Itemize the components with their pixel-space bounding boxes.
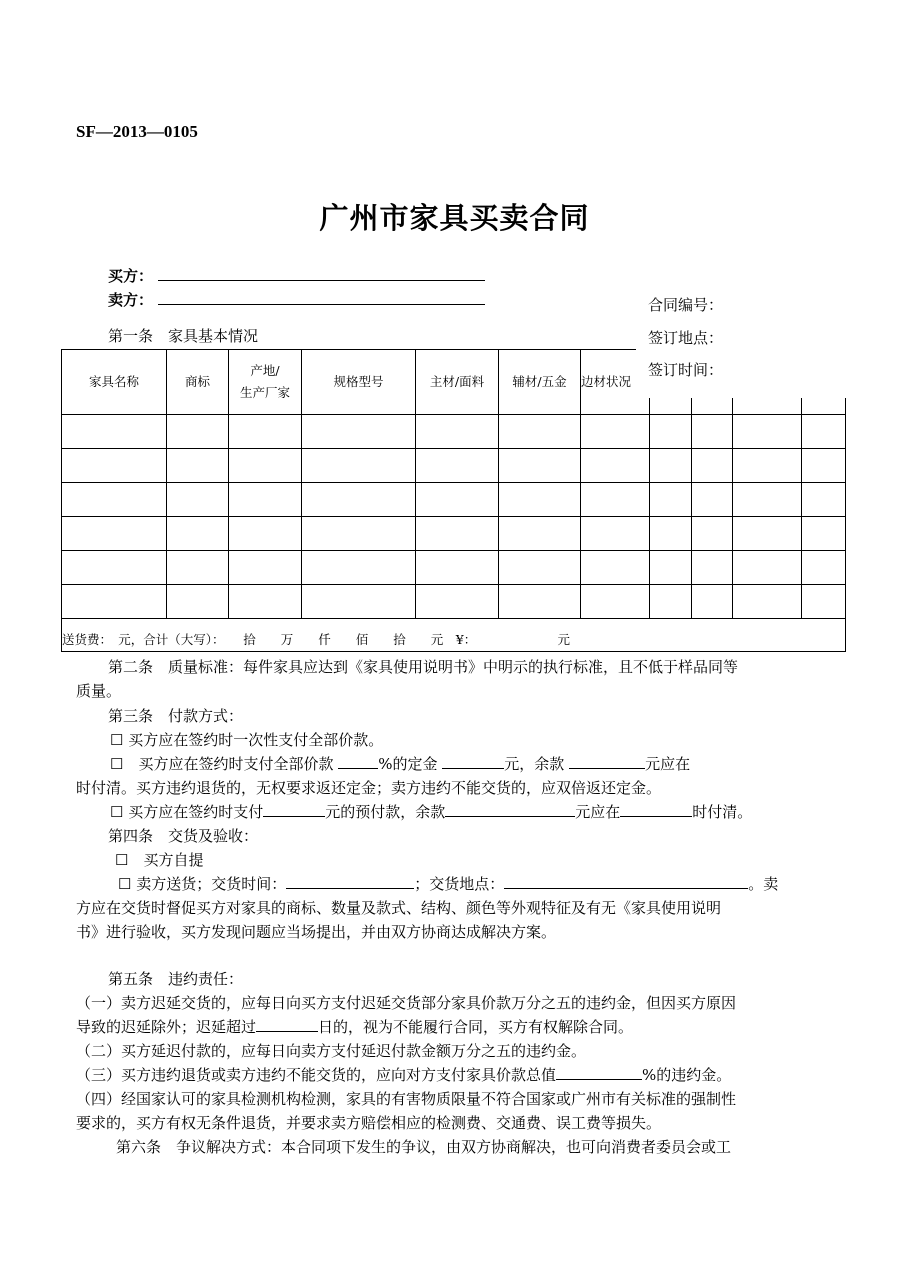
table-cell[interactable] — [167, 517, 229, 551]
payment-option-3[interactable] — [110, 801, 752, 824]
table-cell[interactable] — [802, 415, 846, 449]
table-cell[interactable] — [581, 517, 650, 551]
table-cell[interactable] — [62, 449, 167, 483]
table-cell[interactable] — [167, 551, 229, 585]
buyer-label: 买方： — [108, 267, 154, 285]
table-cell[interactable] — [302, 483, 416, 517]
table-cell[interactable] — [62, 551, 167, 585]
payment-option-1[interactable]: ☐ 买方应在签约时一次性支付全部价款。 — [110, 731, 384, 749]
table-cell[interactable] — [167, 483, 229, 517]
table-cell[interactable] — [416, 585, 499, 619]
article-5-text: 导致的迟延除外；迟延超过 — [76, 1018, 257, 1036]
delivery-place-field[interactable] — [504, 874, 748, 889]
contract-number-label: 合同编号： — [648, 296, 724, 314]
table-cell[interactable] — [692, 415, 733, 449]
article-5-item-2: （二）买方延迟付款的，应每日向卖方支付延迟付款金额万分之五的违约金。 — [76, 1042, 587, 1060]
deposit-amount-field[interactable] — [442, 754, 504, 769]
payment-option-2-line-2: 时付清。买方违约退货的，无权要求返还定金；卖方违约不能交货的，应双倍返还定金。 — [76, 779, 662, 797]
payment-option-3-text: ☐ 买方应在签约时支付 — [110, 803, 264, 821]
table-cell[interactable] — [416, 517, 499, 551]
table-cell[interactable] — [499, 517, 581, 551]
table-cell[interactable] — [692, 585, 733, 619]
delay-days-field[interactable] — [256, 1017, 318, 1032]
header-cell: 主材/面料 — [416, 350, 499, 415]
payment-option-2-text: %的定金 — [378, 755, 438, 773]
table-cell[interactable] — [416, 449, 499, 483]
table-cell[interactable] — [802, 585, 846, 619]
article-4-heading: 第四条 交货及验收： — [108, 827, 259, 845]
table-cell[interactable] — [229, 517, 302, 551]
contract-meta-box — [636, 280, 849, 398]
article-5-item-4-line-2: 要求的，买方有权无条件退货，并要求卖方赔偿相应的检测费、交通费、误工费等损失。 — [76, 1114, 662, 1132]
table-cell[interactable] — [733, 585, 802, 619]
payment-option-2[interactable] — [110, 753, 690, 776]
article-5-item-1-line-1: （一）卖方迟延交货的，应每日向买方支付迟延交货部分家具价款万分之五的违约金，但因买方原因 — [76, 994, 737, 1012]
article-4-line-2: 方应在交货时督促买方对家具的商标、数量及款式、结构、颜色等外观特征及有无《家具使用说明 — [76, 899, 722, 917]
table-cell[interactable] — [229, 483, 302, 517]
document-number: SF—2013—0105 — [76, 122, 198, 141]
sign-time-label: 签订时间： — [648, 361, 724, 379]
table-cell[interactable] — [581, 449, 650, 483]
payment-option-3-text: 元的预付款，余款 — [325, 803, 446, 821]
table-cell[interactable] — [650, 415, 692, 449]
table-cell[interactable] — [733, 551, 802, 585]
article-5-item-4-line-1: （四）经国家认可的家具检测机构检测，家具的有害物质限量不符合国家或广州市有关标准的强制性 — [76, 1090, 737, 1108]
deposit-percent-field[interactable] — [338, 754, 378, 769]
table-cell[interactable] — [302, 449, 416, 483]
table-row — [62, 483, 846, 517]
table-cell[interactable] — [802, 483, 846, 517]
table-cell[interactable] — [416, 551, 499, 585]
header-cell-line: 产地/ — [250, 363, 280, 378]
table-row — [62, 415, 846, 449]
delivery-time-field[interactable] — [286, 874, 414, 889]
table-cell[interactable] — [802, 517, 846, 551]
table-cell[interactable] — [733, 449, 802, 483]
table-cell[interactable] — [167, 415, 229, 449]
article-5-heading: 第五条 违约责任： — [108, 970, 244, 988]
article-5-item-3 — [76, 1064, 731, 1087]
table-cell[interactable] — [302, 551, 416, 585]
table-cell[interactable] — [650, 449, 692, 483]
table-cell[interactable] — [229, 585, 302, 619]
table-cell[interactable] — [499, 449, 581, 483]
header-cell: 规格型号 — [302, 350, 416, 415]
table-cell[interactable] — [692, 449, 733, 483]
delivery-text: 。卖 — [748, 875, 779, 893]
table-cell[interactable] — [499, 483, 581, 517]
table-row — [62, 449, 846, 483]
article-6-line-1: 第六条 争议解决方式：本合同项下发生的争议，由双方协商解决，也可向消费者委员会或工 — [116, 1138, 732, 1156]
article-1-heading: 第一条 家具基本情况 — [108, 327, 259, 345]
table-cell[interactable] — [302, 415, 416, 449]
table-cell[interactable] — [167, 585, 229, 619]
table-cell[interactable] — [62, 483, 167, 517]
table-cell[interactable] — [62, 585, 167, 619]
penalty-percent-field[interactable] — [556, 1065, 642, 1080]
header-cell: 家具名称 — [62, 350, 167, 415]
table-cell[interactable] — [416, 483, 499, 517]
table-cell[interactable] — [733, 517, 802, 551]
article-3-heading: 第三条 付款方式： — [108, 707, 244, 725]
article-5-text: （三）买方违约退货或卖方违约不能交货的，应向对方支付家具价款总值 — [76, 1066, 557, 1084]
table-cell[interactable] — [650, 517, 692, 551]
table-total-row — [62, 619, 846, 652]
prepayment-field[interactable] — [263, 802, 325, 817]
table-row — [62, 585, 846, 619]
article-2-line-2: 质量。 — [76, 682, 122, 700]
header-cell: 辅材/五金 — [499, 350, 581, 415]
header-cell-line: 生产厂家 — [239, 385, 290, 400]
remaining-amount-field[interactable] — [445, 802, 575, 817]
delivery-option-seller[interactable] — [118, 873, 778, 896]
article-2-line-1: 第二条 质量标准：每件家具应达到《家具使用说明书》中明示的执行标准，且不低于样品同等 — [108, 658, 739, 676]
article-5-item-1-line-2 — [76, 1016, 633, 1039]
table-cell[interactable] — [650, 551, 692, 585]
table-cell[interactable] — [499, 415, 581, 449]
table-cell[interactable] — [229, 551, 302, 585]
table-cell[interactable] — [802, 551, 846, 585]
table-cell[interactable] — [802, 449, 846, 483]
delivery-text: ☐ 卖方送货；交货时间： — [118, 875, 287, 893]
article-5-text: %的违约金。 — [642, 1066, 732, 1084]
table-row — [62, 551, 846, 585]
buyer-field[interactable] — [158, 280, 485, 281]
delivery-text: ；交货地点： — [414, 875, 505, 893]
table-cell[interactable] — [499, 551, 581, 585]
payoff-time-field[interactable] — [620, 802, 692, 817]
payment-option-3-text: 时付清。 — [692, 803, 753, 821]
table-cell[interactable] — [229, 449, 302, 483]
table-cell[interactable] — [692, 483, 733, 517]
article-4-line-3: 书》进行验收，买方发现问题应当场提出，并由双方协商达成解决方案。 — [76, 923, 557, 941]
table-cell[interactable] — [581, 483, 650, 517]
table-cell[interactable] — [229, 415, 302, 449]
table-cell[interactable] — [416, 415, 499, 449]
table-cell[interactable] — [692, 517, 733, 551]
total-cell[interactable]: 送货费： 元，合计（大写）： 拾 万 仟 佰 拾 元 ¥： 元 — [62, 619, 846, 652]
seller-label: 卖方： — [108, 291, 154, 309]
header-cell: 边材状况 — [581, 350, 650, 415]
header-cell: 商标 — [167, 350, 229, 415]
table-cell[interactable] — [167, 449, 229, 483]
table-cell[interactable] — [733, 415, 802, 449]
balance-amount-field[interactable] — [569, 754, 645, 769]
table-cell[interactable] — [581, 415, 650, 449]
payment-option-2-text: 元应在 — [645, 755, 691, 773]
header-cell — [229, 350, 302, 415]
table-cell[interactable] — [692, 551, 733, 585]
table-cell[interactable] — [581, 585, 650, 619]
article-5-text: 日的，视为不能履行合同，买方有权解除合同。 — [318, 1018, 634, 1036]
delivery-option-self[interactable]: ☐ 买方自提 — [115, 851, 204, 869]
payment-option-2-text: ☐ 买方应在签约时支付全部价款 — [110, 755, 334, 773]
payment-option-2-text: 元，余款 — [504, 755, 565, 773]
table-cell[interactable] — [733, 483, 802, 517]
table-cell[interactable] — [650, 585, 692, 619]
table-cell[interactable] — [650, 483, 692, 517]
table-cell[interactable] — [581, 551, 650, 585]
seller-field[interactable] — [158, 304, 485, 305]
table-cell[interactable] — [302, 585, 416, 619]
table-row — [62, 517, 846, 551]
sign-place-label: 签订地点： — [648, 329, 724, 347]
table-cell[interactable] — [302, 517, 416, 551]
table-cell[interactable] — [62, 517, 167, 551]
page-title: 广州市家具买卖合同 — [319, 201, 590, 235]
table-cell[interactable] — [499, 585, 581, 619]
table-cell[interactable] — [62, 415, 167, 449]
payment-option-3-text: 元应在 — [575, 803, 621, 821]
